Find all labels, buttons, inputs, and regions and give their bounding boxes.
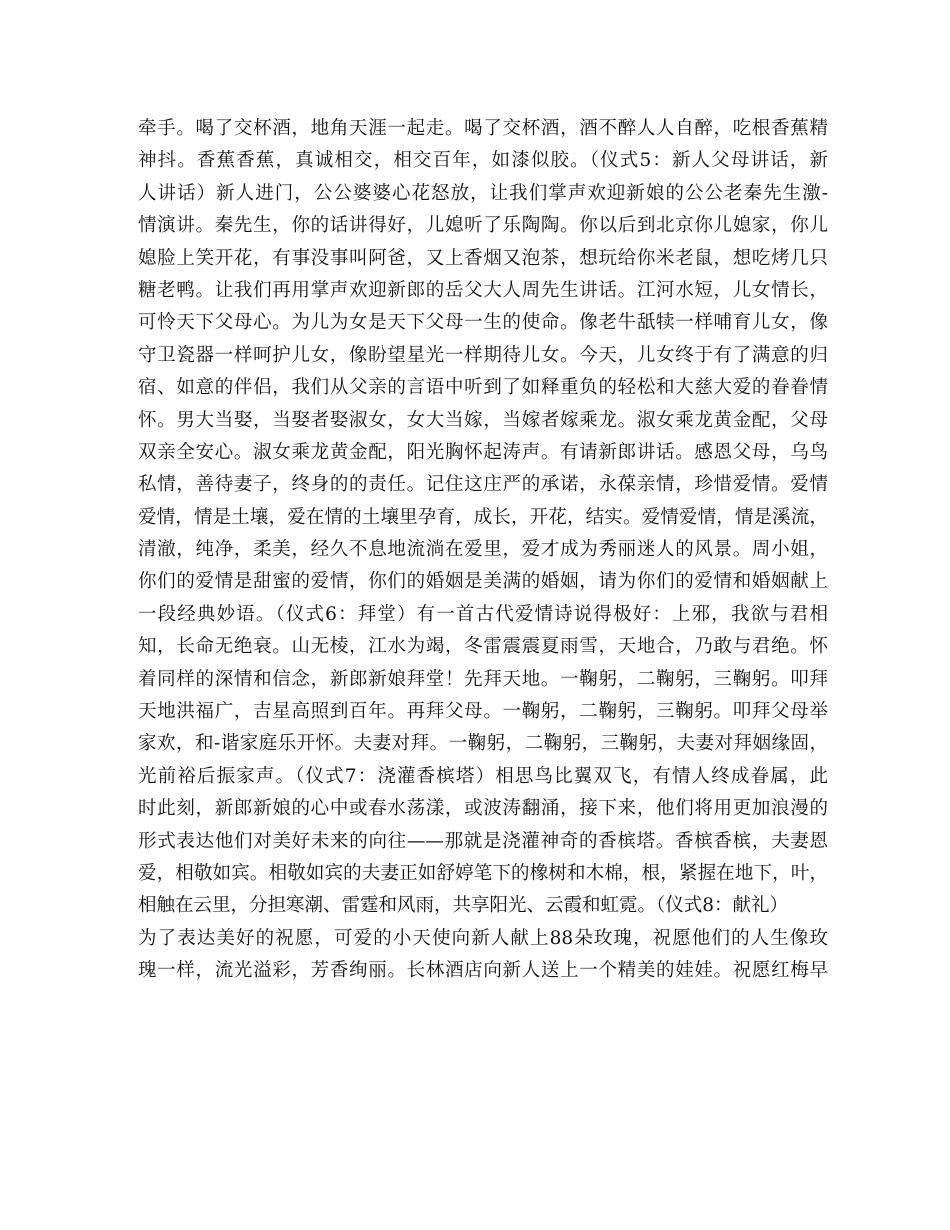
text-line-25: 相触在云里，分担寒潮、雷霆和风雨，共享阳光、云霞和虹霓。（仪式8：献礼） [138, 895, 789, 917]
text-line-15: 你们的爱情是甜蜜的爱情，你们的婚姻是美满的婚姻，请为你们的爱情和婚姻献上 [138, 571, 828, 593]
text-line-3: 人讲话）新人进门，公公婆婆心花怒放，让我们掌声欢迎新娘的公公老秦先生激- [138, 182, 828, 204]
text-line-4: 情演讲。秦先生，你的话讲得好，儿媳听了乐陶陶。你以后到北京你儿媳家，你儿 [138, 215, 828, 237]
text-line-26: 为了表达美好的祝愿，可爱的小天使向新人献上88朵玫瑰，祝愿他们的人生像玫 [138, 927, 828, 949]
text-line-20: 家欢，和-谐家庭乐开怀。夫妻对拜。一鞠躬，二鞠躬，三鞠躬，夫妻对拜姻缘固， [138, 733, 828, 755]
text-line-12: 私情，善待妻子，终身的的责任。记住这庄严的承诺，永葆亲情，珍惜爱情。爱情 [138, 474, 828, 496]
text-line-11: 双亲全安心。淑女乘龙黄金配，阳光胸怀起涛声。有请新郎讲话。感恩父母，乌鸟 [138, 441, 828, 463]
text-line-19: 天地洪福广，吉星高照到百年。再拜父母。一鞠躬，二鞠躬，三鞠躬。叩拜父母举 [138, 701, 828, 723]
text-line-23: 形式表达他们对美好未来的向往——那就是浇灌神奇的香槟塔。香槟香槟，夫妻恩 [138, 830, 828, 852]
text-line-27: 瑰一样，流光溢彩，芳香绚丽。长林酒店向新人送上一个精美的娃娃。祝愿红梅早 [138, 960, 828, 982]
text-line-22: 时此刻，新郎新娘的心中或春水荡漾，或波涛翻涌，接下来，他们将用更加浪漫的 [138, 798, 828, 820]
text-line-7: 可怜天下父母心。为儿为女是天下父母一生的使命。像老牛舐犊一样哺育儿女，像 [138, 312, 828, 334]
text-line-14: 清澈，纯净，柔美，经久不息地流淌在爱里，爱才成为秀丽迷人的风景。周小姐， [138, 539, 828, 561]
text-line-1: 牵手。喝了交杯酒，地角天涯一起走。喝了交杯酒，酒不醉人人自醉，吃根香蕉精 [138, 118, 828, 139]
text-line-8: 守卫瓷器一样呵护儿女，像盼望星光一样期待儿女。今天，儿女终于有了满意的归 [138, 344, 828, 366]
text-line-10: 怀。男大当娶，当娶者娶淑女，女大当嫁，当嫁者嫁乘龙。淑女乘龙黄金配，父母 [138, 409, 828, 431]
text-line-21: 光前裕后振家声。（仪式7：浇灌香槟塔）相思鸟比翼双飞，有情人终成眷属，此 [138, 765, 828, 787]
text-line-6: 糖老鸭。让我们再用掌声欢迎新郎的岳父大人周先生讲话。江河水短，儿女情长， [138, 279, 828, 301]
text-line-5: 媳脸上笑开花，有事没事叫阿爸，又上香烟又泡茶，想玩给你米老鼠，想吃烤几只 [138, 247, 828, 269]
text-line-24: 爱，相敬如宾。相敬如宾的夫妻正如舒婷笔下的橡树和木棉，根，紧握在地下，叶， [138, 862, 828, 884]
text-line-13: 爱情，情是土壤，爱在情的土壤里孕育，成长，开花，结实。爱情爱情，情是溪流， [138, 506, 828, 528]
text-line-16: 一段经典妙语。（仪式6：拜堂）有一首古代爱情诗说得极好：上邪，我欲与君相 [138, 603, 828, 625]
text-line-18: 着同样的深情和信念，新郎新娘拜堂！先拜天地。一鞠躬，二鞠躬，三鞠躬。叩拜 [138, 668, 828, 690]
body-text [138, 113, 828, 988]
text-line-17: 知，长命无绝衰。山无棱，江水为竭，冬雷震震夏雨雪，天地合，乃敢与君绝。怀 [138, 636, 828, 658]
text-line-2: 神抖。香蕉香蕉，真诚相交，相交百年，如漆似胶。（仪式5：新人父母讲话，新 [138, 150, 828, 172]
text-line-9: 宿、如意的伴侣，我们从父亲的言语中听到了如释重负的轻松和大慈大爱的眷眷情 [138, 377, 828, 399]
